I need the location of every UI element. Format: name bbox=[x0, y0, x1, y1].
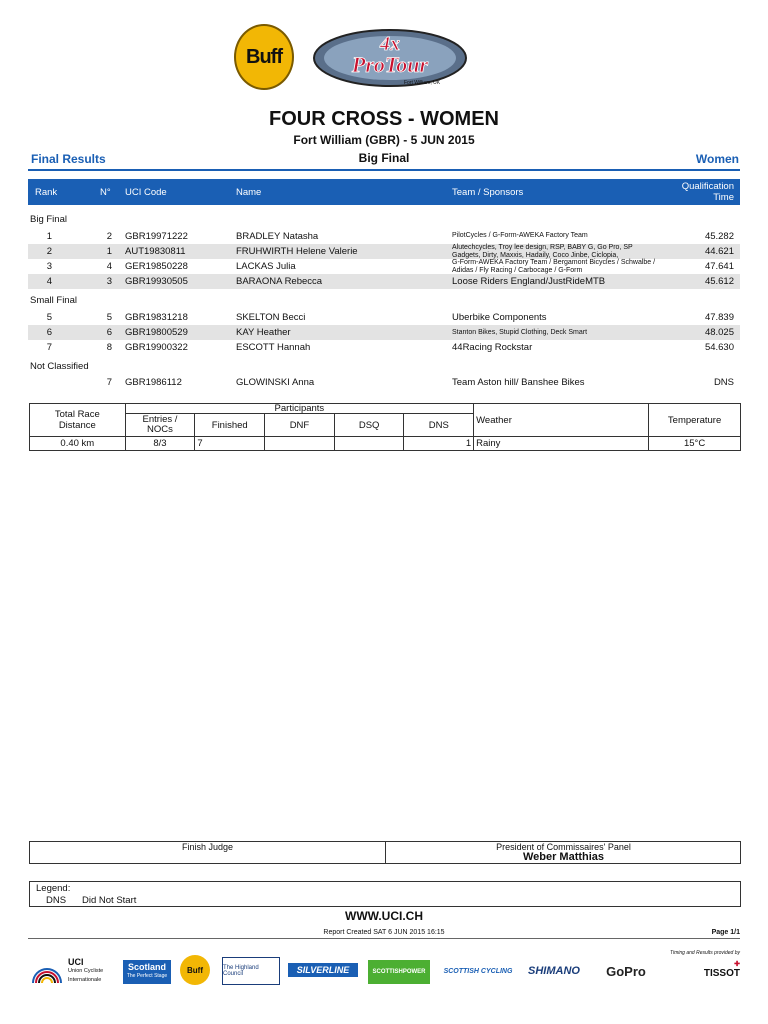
timing-text: Timing and Results provided by bbox=[670, 950, 740, 956]
shimano-text: SHIMANO bbox=[528, 965, 580, 977]
scottish-cycling-text: SCOTTISH CYCLING bbox=[443, 967, 513, 975]
rider-name: ESCOTT Hannah bbox=[236, 342, 311, 353]
rider-name: FRUHWIRTH Helene Valerie bbox=[236, 246, 358, 257]
col-team: Team / Sponsors bbox=[452, 187, 524, 198]
president-label: President of Commissaires' Panel bbox=[496, 842, 631, 852]
legend-title: Legend: bbox=[36, 883, 71, 894]
legend-box bbox=[29, 881, 741, 907]
qualification-time: DNS bbox=[713, 377, 734, 388]
qualification-time: 45.282 bbox=[704, 231, 734, 242]
uci-code: AUT19830811 bbox=[125, 246, 186, 257]
finished-header: Finished bbox=[195, 414, 265, 437]
uci-logo bbox=[30, 955, 120, 987]
distance-value: 0.40 km bbox=[30, 437, 126, 451]
table-row bbox=[28, 274, 740, 289]
dns-value: 1 bbox=[404, 437, 474, 451]
gopro-text: GoPro bbox=[606, 963, 646, 979]
rank: 2 bbox=[46, 246, 52, 257]
rank: 3 bbox=[46, 261, 52, 272]
rank: 1 bbox=[46, 231, 52, 242]
qualification-time: 45.612 bbox=[704, 276, 734, 287]
svg-text:4x: 4x bbox=[380, 33, 400, 55]
col-uci-code: UCI Code bbox=[125, 187, 167, 198]
section-not-classified: Not Classified bbox=[30, 361, 89, 372]
gopro-logo bbox=[594, 955, 658, 987]
uci-code: GBR19930505 bbox=[125, 276, 188, 287]
bib-number: 4 bbox=[106, 261, 112, 272]
timing-provider bbox=[664, 950, 740, 988]
team: Alutechcycles, Troy lee design, RSP, BABY G, Go Pro, SP Gadgets, Dirty, Maxxis, Hadaily, Coco Jinbe, Ciclopia, bbox=[452, 244, 633, 259]
scotland-logo bbox=[123, 960, 171, 984]
entries-label: Entries / bbox=[142, 414, 178, 425]
uci-code: GBR19800529 bbox=[125, 327, 188, 338]
dnf-header: DNF bbox=[265, 414, 335, 437]
rank: 6 bbox=[46, 327, 52, 338]
table-row bbox=[28, 259, 740, 274]
silverline-text: SILVERLINE bbox=[296, 965, 350, 975]
bib-number: 2 bbox=[106, 231, 112, 242]
rider-name: KAY Heather bbox=[236, 327, 291, 338]
team: Loose Riders England/JustRideMTB bbox=[452, 276, 606, 287]
dnf-value bbox=[265, 437, 335, 451]
uci-code: GBR19971222 bbox=[125, 231, 188, 242]
section-big-final: Big Final bbox=[30, 214, 67, 225]
uci-text-block bbox=[68, 958, 116, 985]
svg-text:ProTour: ProTour bbox=[351, 52, 429, 77]
table-row bbox=[28, 229, 740, 244]
category-label: Women bbox=[695, 152, 739, 166]
rider-name: BARAONA Rebecca bbox=[236, 276, 323, 287]
rider-name: SKELTON Becci bbox=[236, 312, 306, 323]
bib-number: 3 bbox=[106, 276, 112, 287]
team: Uberbike Components bbox=[452, 312, 547, 323]
team: Team Aston hill/ Banshee Bikes bbox=[452, 377, 585, 388]
buff-logo-text: Buff bbox=[246, 45, 282, 68]
col-qualification-time bbox=[682, 181, 734, 203]
rider-name: LACKAS Julia bbox=[236, 261, 296, 272]
tissot-cross-icon: ✚ bbox=[734, 961, 740, 968]
event-logos bbox=[232, 20, 472, 90]
entries-value: 8/3 bbox=[125, 437, 195, 451]
col-time-label: Time bbox=[713, 192, 734, 203]
table-row bbox=[28, 375, 740, 390]
uci-rainbow-icon bbox=[30, 957, 64, 985]
report-created: Report Created SAT 6 JUN 2015 16:15 bbox=[323, 929, 445, 936]
page-number: Page 1/1 bbox=[711, 929, 740, 936]
scotland-sub: The Perfect Stage bbox=[126, 973, 168, 979]
rank: 5 bbox=[46, 312, 52, 323]
officials-box bbox=[29, 841, 741, 864]
weather-value: Rainy bbox=[474, 437, 649, 451]
results-table-header bbox=[28, 179, 740, 205]
race-stats-table bbox=[29, 403, 741, 451]
president-name: Weber Matthias bbox=[522, 851, 605, 863]
rank: 4 bbox=[46, 276, 52, 287]
team: PilotCycles / G-Form-AWEKA Factory Team bbox=[452, 232, 588, 239]
buff-sponsor-text: Buff bbox=[187, 965, 203, 975]
shimano-logo bbox=[520, 955, 588, 987]
distance-header bbox=[30, 404, 126, 437]
qualification-time: 47.839 bbox=[704, 312, 734, 323]
col-name: Name bbox=[236, 187, 262, 198]
distance-label: Total Race bbox=[54, 409, 100, 420]
bib-number: 5 bbox=[106, 312, 112, 323]
dns-header: DNS bbox=[404, 414, 474, 437]
uci-code: GER19850228 bbox=[125, 261, 188, 272]
buff-logo bbox=[234, 24, 294, 90]
header-divider bbox=[28, 169, 740, 171]
legend-abbr: DNS bbox=[46, 895, 67, 906]
highland-text: The Highland Council bbox=[223, 965, 259, 977]
qualification-time: 48.025 bbox=[704, 327, 734, 338]
svg-text:Fort William, UK: Fort William, UK bbox=[403, 80, 441, 86]
uci-code: GBR19831218 bbox=[125, 312, 188, 323]
bib-number: 7 bbox=[106, 377, 112, 388]
silverline-logo bbox=[288, 963, 358, 977]
col-rank: Rank bbox=[35, 187, 58, 198]
team: Stanton Bikes, Stupid Clothing, Deck Smart bbox=[452, 329, 588, 336]
race-phase: Big Final bbox=[358, 151, 410, 165]
col-qualification-label: Qualification bbox=[681, 181, 734, 192]
highland-council-logo bbox=[222, 957, 280, 985]
uci-code: GBR19900322 bbox=[125, 342, 188, 353]
bib-number: 8 bbox=[106, 342, 112, 353]
dsq-value bbox=[334, 437, 404, 451]
nocs-label: NOCs bbox=[147, 424, 173, 435]
team: 44Racing Rockstar bbox=[452, 342, 533, 353]
table-row bbox=[28, 244, 740, 259]
finish-judge-label: Finish Judge bbox=[181, 842, 234, 852]
table-row bbox=[28, 310, 740, 325]
protour-logo bbox=[310, 24, 470, 90]
finished-value: 7 bbox=[195, 437, 265, 451]
rider-name: GLOWINSKI Anna bbox=[236, 377, 315, 388]
uci-code: GBR1986112 bbox=[125, 377, 182, 388]
scottishpower-text: SCOTTISHPOWER bbox=[372, 969, 426, 975]
scottish-cycling-logo bbox=[440, 955, 516, 987]
scotland-text: Scotland bbox=[127, 962, 166, 972]
legend-meaning: Did Not Start bbox=[82, 895, 137, 906]
section-small-final: Small Final bbox=[30, 295, 77, 306]
page-title: FOUR CROSS - WOMEN bbox=[269, 108, 499, 130]
bib-number: 6 bbox=[106, 327, 112, 338]
scottishpower-logo bbox=[368, 960, 430, 984]
website-link[interactable]: WWW.UCI.CH bbox=[345, 909, 423, 923]
rank: 7 bbox=[46, 342, 52, 353]
temperature-value: 15°C bbox=[649, 437, 741, 451]
qualification-time: 44.621 bbox=[704, 246, 734, 257]
temperature-header: Temperature bbox=[649, 404, 741, 437]
sponsor-divider bbox=[28, 938, 740, 939]
tissot-text: TISSOT bbox=[703, 968, 740, 979]
entries-header bbox=[125, 414, 195, 437]
qualification-time: 54.630 bbox=[704, 342, 734, 353]
event-location-date: Fort William (GBR) - 5 JUN 2015 bbox=[293, 133, 475, 147]
col-number: N° bbox=[100, 187, 111, 198]
final-results-label: Final Results bbox=[31, 152, 106, 166]
table-row bbox=[28, 325, 740, 340]
weather-header: Weather bbox=[474, 404, 649, 437]
participants-header: Participants bbox=[125, 404, 474, 414]
uci-text: UCI bbox=[68, 956, 84, 967]
qualification-time: 47.641 bbox=[704, 261, 734, 272]
bib-number: 1 bbox=[106, 246, 112, 257]
dsq-header: DSQ bbox=[334, 414, 404, 437]
uci-fulltext: Union Cycliste Internationale bbox=[68, 967, 104, 983]
buff-sponsor-logo bbox=[180, 955, 210, 985]
rider-name: BRADLEY Natasha bbox=[236, 231, 319, 242]
table-row bbox=[28, 340, 740, 355]
distance-label-2: Distance bbox=[58, 420, 96, 431]
team: G-Form-AWEKA Factory Team / Bergamont Bicycles / Schwalbe / Adidas / Fly Racing / Carbocage / G-Form bbox=[452, 259, 656, 274]
